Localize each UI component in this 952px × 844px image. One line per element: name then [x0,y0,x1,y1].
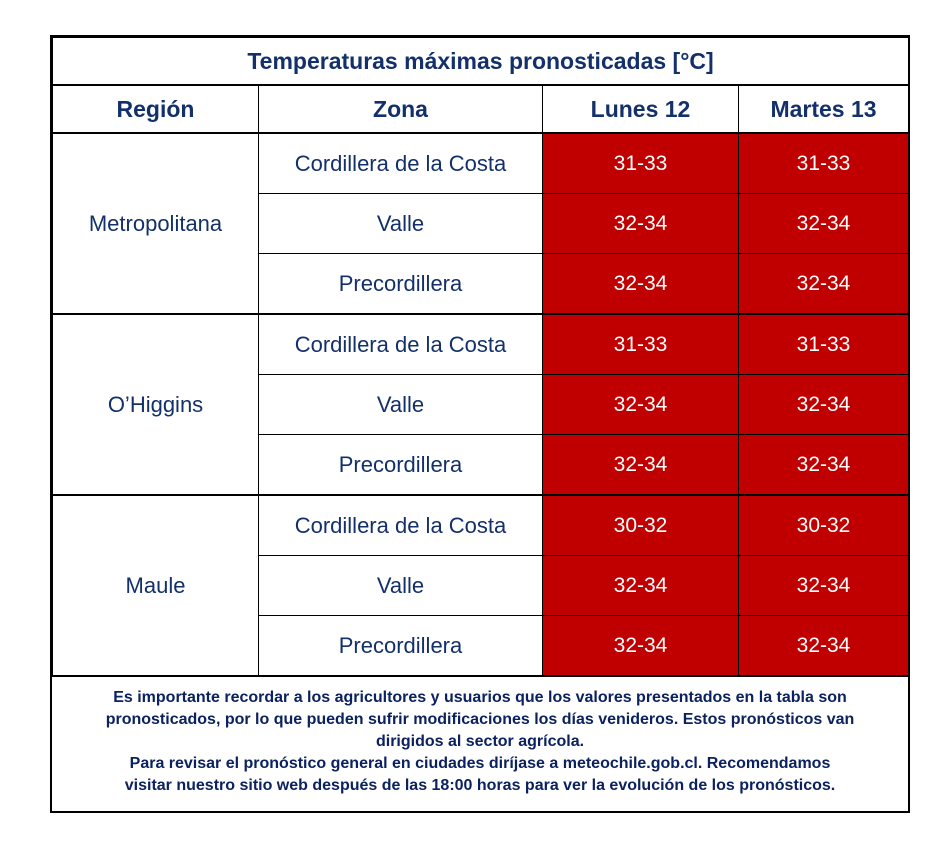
header-day2: Martes 13 [739,85,909,133]
temp-cell: 32-34 [739,435,909,496]
header-zona: Zona [259,85,543,133]
zone-cell: Valle [259,375,543,435]
temp-cell: 32-34 [739,616,909,677]
temp-cell: 32-34 [739,556,909,616]
temp-cell: 32-34 [543,616,739,677]
temp-cell: 32-34 [543,556,739,616]
temp-cell: 32-34 [739,194,909,254]
temp-cell: 32-34 [543,375,739,435]
temp-cell: 30-32 [543,495,739,556]
zone-cell: Valle [259,556,543,616]
forecast-table [52,37,909,677]
zone-cell: Cordillera de la Costa [259,314,543,375]
footnote [52,673,908,811]
zone-cell: Precordillera [259,254,543,315]
region-cell: O’Higgins [53,314,259,495]
table-title: Temperaturas máximas pronosticadas [°C] [53,38,909,86]
temp-cell: 30-32 [739,495,909,556]
footnote-line: Es importante recordar a los agricultores y usuarios que los valores presentados en la tabla son [113,689,847,706]
temp-cell: 32-34 [739,254,909,315]
table-row [53,133,909,194]
footnote-line: visitar nuestro sitio web después de las 18:00 horas para ver la evolución de los pronósticos. [124,777,836,794]
zone-cell: Cordillera de la Costa [259,133,543,194]
header-day1: Lunes 12 [543,85,739,133]
zone-cell: Precordillera [259,435,543,496]
forecast-frame [50,35,910,813]
zone-cell: Valle [259,194,543,254]
table-row [53,314,909,375]
temp-cell: 32-34 [739,375,909,435]
temp-cell: 31-33 [739,133,909,194]
header-row [53,85,909,133]
temp-cell: 31-33 [543,133,739,194]
header-region: Región [53,85,259,133]
zone-cell: Precordillera [259,616,543,677]
table-row [53,495,909,556]
footnote-line: pronosticados, por lo que pueden sufrir modificaciones los días venideros. Estos pronósticos van [105,711,855,728]
footnote-line: Para revisar el pronóstico general en ciudades diríjase a meteochile.gob.cl. Recomendamos [129,755,831,772]
temp-cell: 32-34 [543,194,739,254]
footnote-line: dirigidos al sector agrícola. [375,733,585,750]
region-cell: Maule [53,495,259,676]
zone-cell: Cordillera de la Costa [259,495,543,556]
temp-cell: 32-34 [543,254,739,315]
temp-cell: 32-34 [543,435,739,496]
temp-cell: 31-33 [739,314,909,375]
temp-cell: 31-33 [543,314,739,375]
region-cell: Metropolitana [53,133,259,314]
